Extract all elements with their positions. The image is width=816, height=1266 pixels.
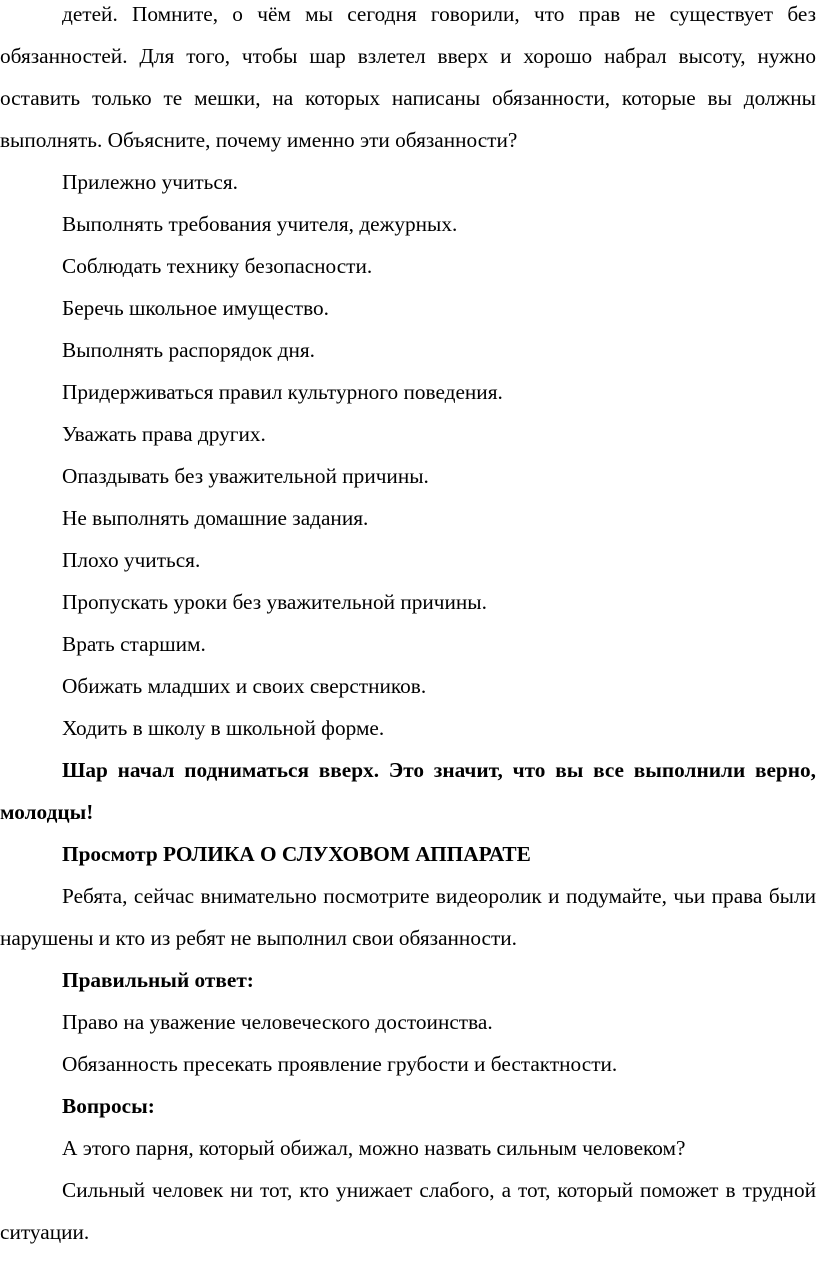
intro-paragraph: детей. Помните, о чём мы сегодня говорили, что прав не существует без обязанностей. Для того, чтобы шар взлетел вверх и хорошо набрал высоту, нужно оставить только те мешки, на которых написаны обязанности, которые вы должны выполнять. Объясните, почему именно эти обязанности? — [0, 2, 816, 152]
list-item: Ходить в школу в школьной форме. — [62, 716, 385, 740]
list-item: Прилежно учиться. — [62, 170, 238, 194]
closing-paragraph: Сильный человек ни тот, кто унижает слабого, а тот, который поможет в трудной ситуации. — [0, 1178, 816, 1244]
video-heading: Просмотр РОЛИКА О СЛУХОВОМ АППАРАТЕ — [62, 842, 531, 866]
list-item: Соблюдать технику безопасности. — [62, 254, 373, 278]
list-item: Плохо учиться. — [62, 548, 201, 572]
answer-item: Право на уважение человеческого достоинства. — [62, 1010, 493, 1034]
list-item: Пропускать уроки без уважительной причины. — [62, 590, 487, 614]
question-item: А этого парня, который обижал, можно назвать сильным человеком? — [62, 1136, 686, 1160]
list-item: Выполнять распорядок дня. — [62, 338, 315, 362]
list-item: Врать старшим. — [62, 632, 206, 656]
answer-item: Обязанность пресекать проявление грубости и бестактности. — [62, 1052, 618, 1076]
list-item: Обижать младших и своих сверстников. — [62, 674, 427, 698]
list-item: Уважать права других. — [62, 422, 266, 446]
list-item: Выполнять требования учителя, дежурных. — [62, 212, 458, 236]
video-paragraph: Ребята, сейчас внимательно посмотрите видеоролик и подумайте, чьи права были нарушены и кто из ребят не выполнил свои обязанности. — [0, 884, 816, 950]
list-item: Опаздывать без уважительной причины. — [62, 464, 429, 488]
answer-heading: Правильный ответ: — [62, 968, 254, 992]
questions-heading: Вопросы: — [62, 1094, 155, 1118]
duties-list — [0, 161, 816, 749]
list-item: Не выполнять домашние задания. — [62, 506, 369, 530]
balloon-conclusion: Шар начал подниматься вверх. Это значит, что вы все выполнили верно, молодцы! — [0, 758, 816, 824]
list-item: Беречь школьное имущество. — [62, 296, 330, 320]
list-item: Придерживаться правил культурного поведения. — [62, 380, 503, 404]
